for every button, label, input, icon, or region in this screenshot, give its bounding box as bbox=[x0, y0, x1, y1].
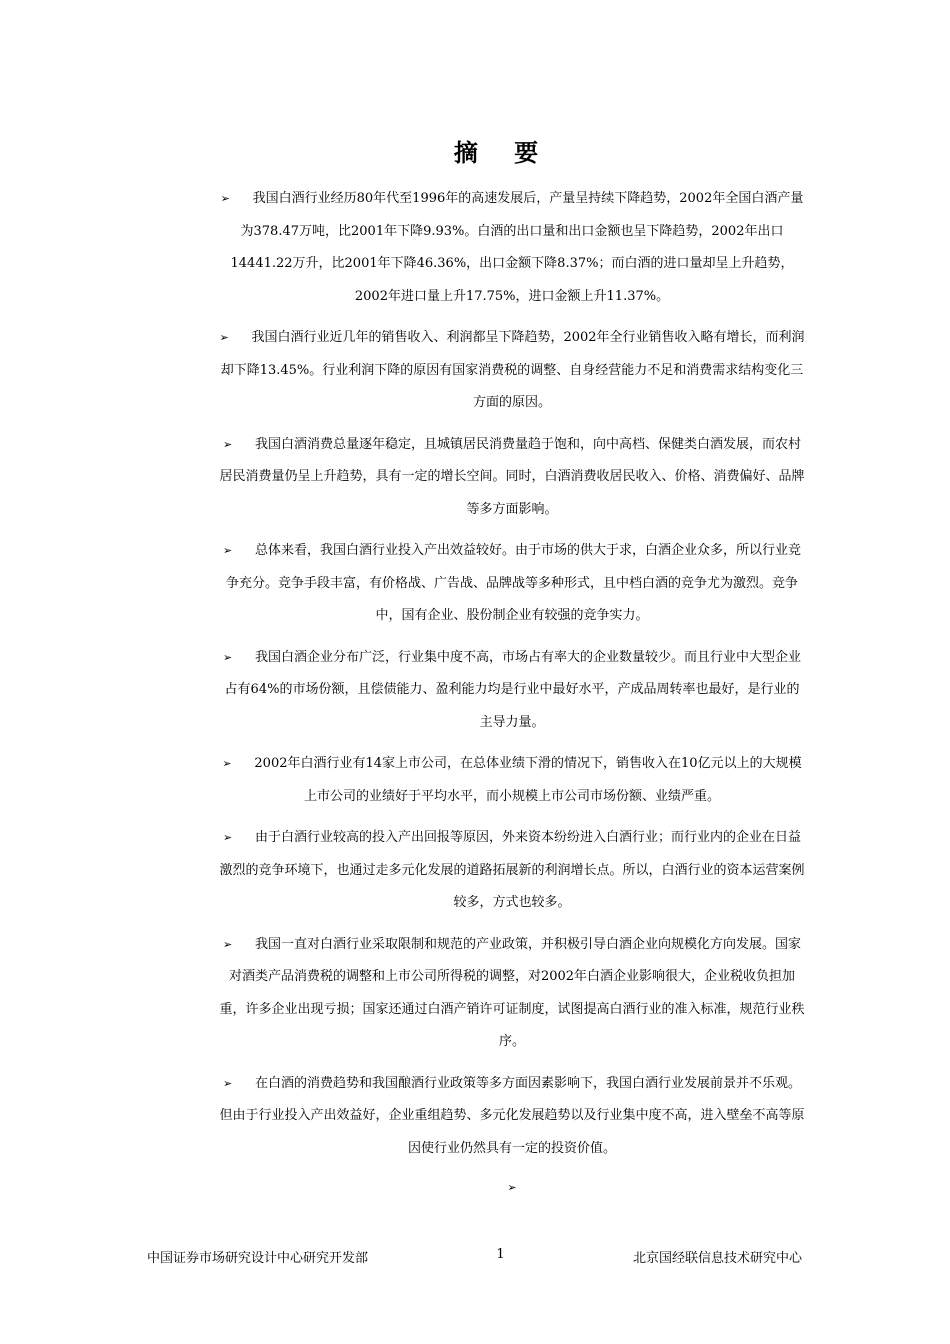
page-number: 1 bbox=[496, 1247, 505, 1262]
paragraph-text: 我国白酒企业分布广泛，行业集中度不高，市场占有率大的企业数量较少。而且行业中大型企业占有64%的市场份额，且偿债能力、盈利能力均是行业中最好水平，产成品周转率也最好，是行业的主导力量。 bbox=[224, 649, 801, 730]
paragraph-text: 我国一直对白酒行业采取限制和规范的产业政策，并积极引导白酒企业向规模化方向发展。国家对酒类产品消费税的调整和上市公司所得税的调整，对2002年白酒企业影响很大，企业税收负担加重，许多企业出现亏损；国家还通过白酒产销许可证制度，试图提高白酒行业的准入标准，规范行业秩序。 bbox=[219, 936, 805, 1049]
bullet-arrow-icon: ➢ bbox=[222, 437, 233, 451]
summary-paragraph bbox=[219, 429, 805, 527]
footer-left-text: 中国证券市场研究设计中心研究开发部 bbox=[147, 1251, 369, 1266]
summary-paragraph bbox=[219, 322, 805, 420]
summary-paragraph bbox=[219, 183, 805, 313]
bullet-arrow-icon: ➢ bbox=[220, 192, 230, 205]
summary-content bbox=[219, 183, 805, 1202]
paragraph-text: 总体来看，我国白酒行业投入产出效益较好。由于市场的供大于求，白酒企业众多，所以行业竞争充分。竞争手段丰富，有价格战、广告战、品牌战等多种形式，且中档白酒的竞争尤为激烈。竞争中，国有企业、股份制企业有较强的竞争实力。 bbox=[225, 543, 801, 623]
bullet-arrow-icon: ➢ bbox=[222, 831, 233, 844]
summary-paragraph bbox=[219, 822, 805, 920]
paragraph-text: 我国白酒行业近几年的销售收入、利润都呈下降趋势，2002年全行业销售收入略有增长，而利润却下降13.45%。行业利润下降的原因有国家消费税的调整、自身经营能力不足和消费需求结构变化三方面的原因。 bbox=[220, 330, 805, 410]
page-footer bbox=[147, 1247, 802, 1266]
paragraph-text: 在白酒的消费趋势和我国酿酒行业政策等多方面因素影响下，我国白酒行业发展前景并不乐观。但由于行业投入产出效益好，企业重组趋势、多元化发展趋势以及行业集中度不高，进入壁垒不高等原因使行业仍然具有一定的投资价值。 bbox=[219, 1075, 805, 1156]
paragraph-text: 由于白酒行业较高的投入产出回报等原因，外来资本纷纷进入白酒行业；而行业内的企业在日益激烈的竞争环境下，也通过走多元化发展的道路拓展新的利润增长点。所以，白酒行业的资本运营案例较多，方式也较多。 bbox=[219, 830, 805, 910]
bullet-arrow-icon: ➢ bbox=[222, 757, 232, 770]
bullet-arrow-icon: ➢ bbox=[222, 1076, 233, 1090]
page-title: 摘 要 bbox=[453, 138, 553, 167]
summary-paragraph bbox=[219, 929, 805, 1059]
summary-paragraph bbox=[219, 1068, 805, 1166]
paragraph-text: 2002年白酒行业有14家上市公司，在总体业绩下滑的情况下，销售收入在10亿元以上的大规模上市公司的业绩好于平均水平，而小规模上市公司市场份额、业绩严重。 bbox=[254, 756, 802, 804]
bullet-arrow-icon: ➢ bbox=[219, 331, 229, 344]
bullet-arrow-icon: ➢ bbox=[222, 937, 233, 951]
summary-paragraph bbox=[219, 748, 805, 813]
paragraph-text: 我国白酒行业经历80年代至1996年的高速发展后，产量呈持续下降趋势，2002年全国白酒产量为378.47万吨，比2001年下降9.93%。白酒的出口量和出口金额也呈下降趋势，2002年出口14441.22万升，比2001年下降46.36%，出口金额下降8.37%；而白酒的进口量却呈上升趋势，2002年进口量上升17.75%，进口金额上升11.37%。 bbox=[230, 191, 804, 304]
bullet-arrow-icon: ➢ bbox=[222, 650, 233, 664]
summary-paragraph bbox=[219, 535, 805, 633]
paragraph-text: 我国白酒消费总量逐年稳定，且城镇居民消费量趋于饱和，向中高档、保健类白酒发展，而农村居民消费量仍呈上升趋势，具有一定的增长空间。同时，白酒消费收居民收入、价格、消费偏好、品牌等多方面影响。 bbox=[219, 436, 805, 517]
bullet-arrow-icon: ➢ bbox=[222, 544, 233, 557]
footer-right-text: 北京国经联信息技术研究中心 bbox=[632, 1251, 802, 1266]
summary-paragraph bbox=[219, 642, 805, 740]
empty-bullet-arrow-icon: ➢ bbox=[507, 1181, 517, 1194]
